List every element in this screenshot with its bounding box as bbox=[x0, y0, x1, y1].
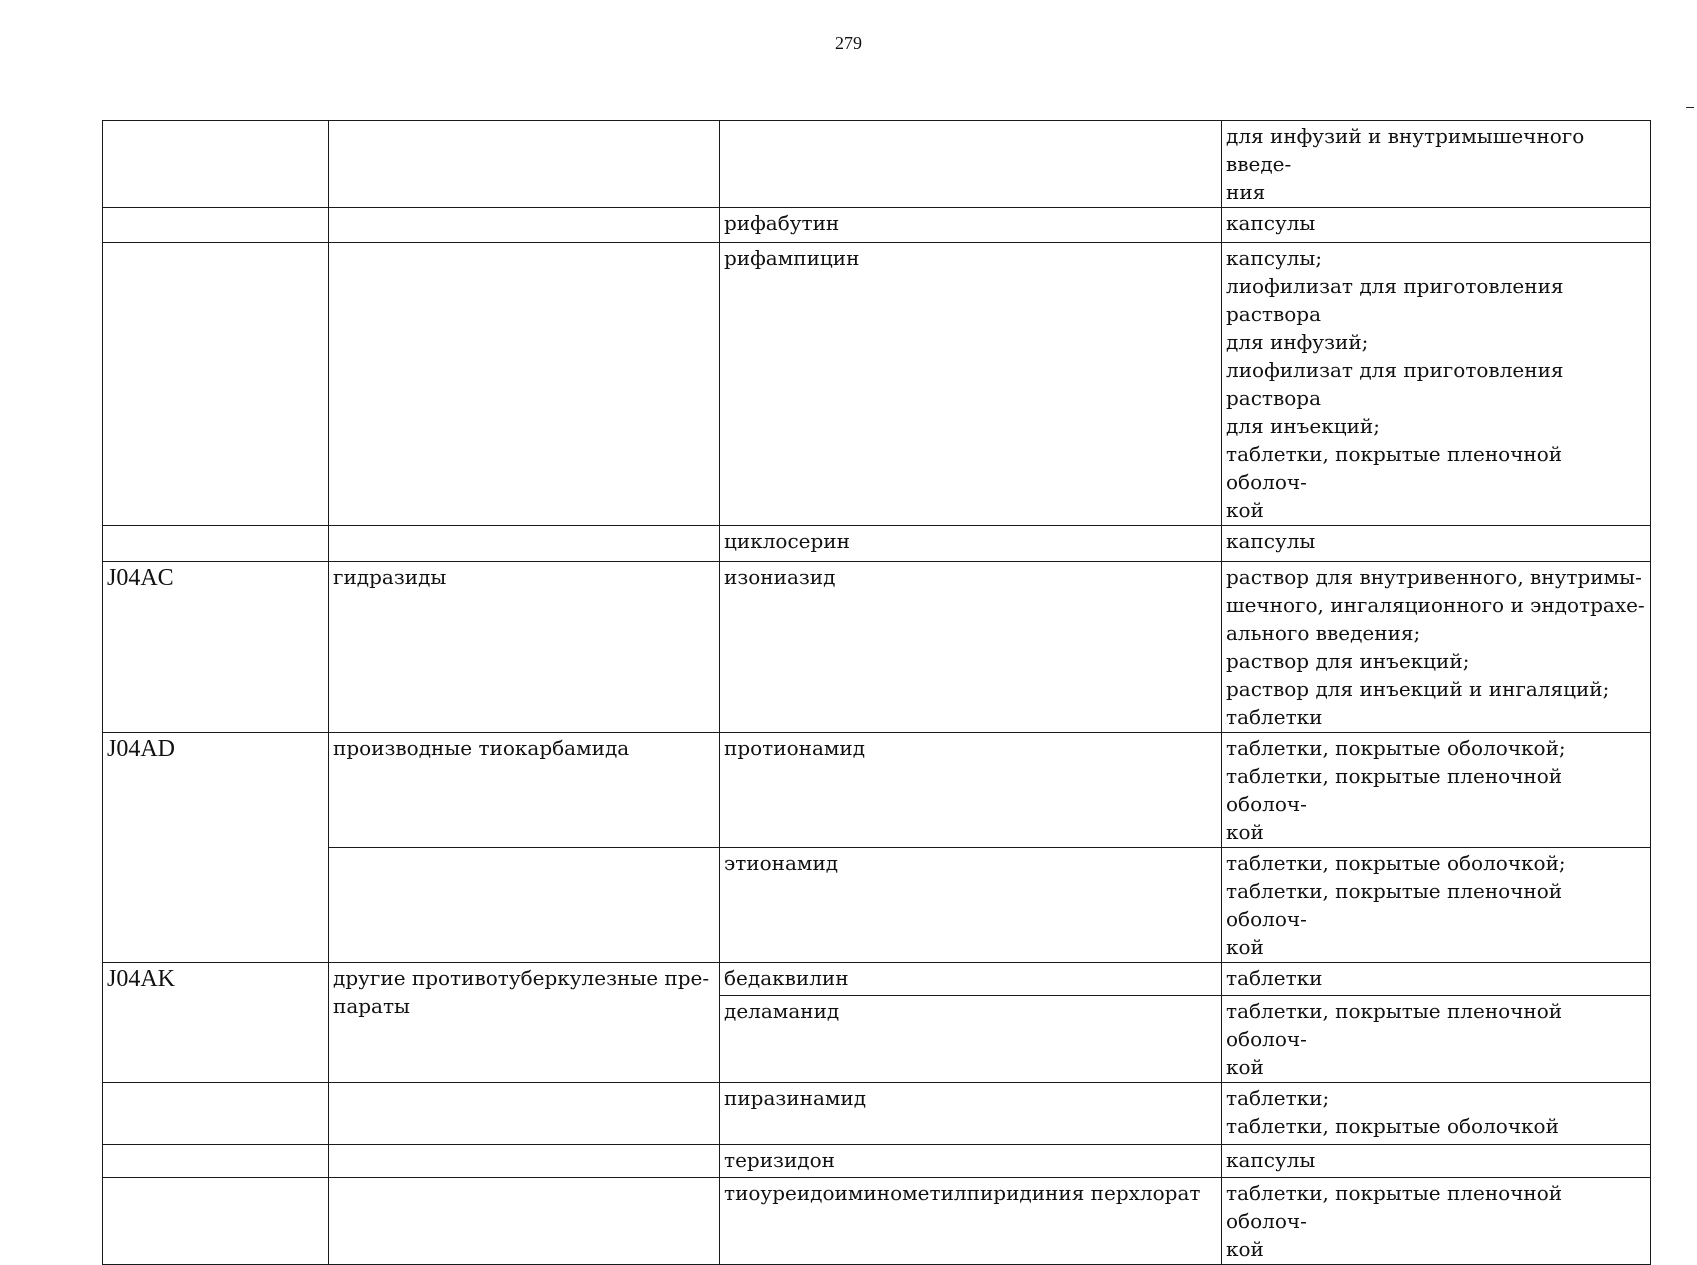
atc-code-cell: J04AK bbox=[103, 963, 329, 1083]
dosage-form-line: раствор для инъекций и ингаляций; bbox=[1226, 677, 1610, 701]
dosage-form-line: таблетки bbox=[1226, 705, 1323, 729]
dosage-form-line: для инфузий и внутримышечного введе- bbox=[1226, 124, 1585, 176]
table-row bbox=[103, 1083, 1651, 1145]
atc-code-cell bbox=[103, 243, 329, 526]
dosage-form-line: ния bbox=[1226, 180, 1266, 204]
dosage-form-line: кой bbox=[1226, 1237, 1264, 1261]
dosage-form-line: для инъекций; bbox=[1226, 414, 1380, 438]
dosage-form-line: капсулы bbox=[1226, 211, 1316, 235]
atc-code-cell bbox=[103, 1083, 329, 1145]
dosage-form-line: кой bbox=[1226, 820, 1264, 844]
drug-cell: протионамид bbox=[720, 733, 1222, 848]
atc-code-cell bbox=[103, 1145, 329, 1178]
drug-cell: бедаквилин bbox=[720, 963, 1222, 996]
dosage-form-line: таблетки bbox=[1226, 966, 1323, 990]
dosage-form-line: кой bbox=[1226, 498, 1264, 522]
dosage-form-line: капсулы bbox=[1226, 1148, 1316, 1172]
group-cell: гидразиды bbox=[329, 562, 720, 733]
atc-code-cell bbox=[103, 121, 329, 208]
dosage-forms-cell bbox=[1222, 963, 1651, 996]
dosage-form-line: для инфузий; bbox=[1226, 330, 1369, 354]
table-row bbox=[103, 208, 1651, 243]
dosage-form-line: таблетки; bbox=[1226, 1086, 1330, 1110]
dosage-form-line: раствор для инъекций; bbox=[1226, 649, 1470, 673]
table-row bbox=[103, 562, 1651, 733]
dosage-form-line: таблетки, покрытые пленочной оболоч- bbox=[1226, 764, 1563, 816]
atc-code-cell bbox=[103, 208, 329, 243]
dosage-form-line: капсулы bbox=[1226, 529, 1316, 553]
drug-cell: циклосерин bbox=[720, 526, 1222, 562]
group-cell: производные тиокарбамида bbox=[329, 733, 720, 848]
group-cell bbox=[329, 1083, 720, 1145]
drug-table bbox=[102, 120, 1651, 1265]
group-cell bbox=[329, 526, 720, 562]
group-cell: другие противотуберкулезные пре- параты bbox=[329, 963, 720, 1083]
dosage-form-line: капсулы; bbox=[1226, 246, 1323, 270]
drug-cell: рифампицин bbox=[720, 243, 1222, 526]
atc-code-cell bbox=[103, 526, 329, 562]
atc-code-cell: J04AD bbox=[103, 733, 329, 963]
dosage-forms-cell bbox=[1222, 996, 1651, 1083]
table-row bbox=[103, 733, 1651, 848]
dosage-form-line: кой bbox=[1226, 1055, 1264, 1079]
table-row bbox=[103, 963, 1651, 996]
dosage-form-line: лиофилизат для приготовления раствора bbox=[1226, 358, 1564, 410]
drug-cell bbox=[720, 121, 1222, 208]
dosage-forms-cell bbox=[1222, 562, 1651, 733]
dosage-forms-cell bbox=[1222, 1178, 1651, 1265]
drug-cell: тиоуреидоиминометилпиридиния перхлорат bbox=[720, 1178, 1222, 1265]
dosage-forms-cell bbox=[1222, 121, 1651, 208]
drug-cell: пиразинамид bbox=[720, 1083, 1222, 1145]
group-cell bbox=[329, 121, 720, 208]
dosage-forms-cell bbox=[1222, 208, 1651, 243]
table-row bbox=[103, 121, 1651, 208]
group-cell bbox=[329, 848, 720, 963]
table-row bbox=[103, 526, 1651, 562]
dosage-form-line: шечного, ингаляционного и эндотрахе- bbox=[1226, 593, 1645, 617]
dosage-forms-cell bbox=[1222, 1145, 1651, 1178]
dosage-forms-cell bbox=[1222, 1083, 1651, 1145]
scan-mark bbox=[1686, 107, 1694, 108]
dosage-forms-cell bbox=[1222, 243, 1651, 526]
dosage-form-line: таблетки, покрытые пленочной оболоч- bbox=[1226, 442, 1563, 494]
dosage-form-line: таблетки, покрытые пленочной оболоч- bbox=[1226, 1181, 1563, 1233]
page-number: 279 bbox=[835, 33, 862, 53]
dosage-form-line: кой bbox=[1226, 935, 1264, 959]
drug-cell: рифабутин bbox=[720, 208, 1222, 243]
table-row bbox=[103, 1178, 1651, 1265]
dosage-forms-cell bbox=[1222, 526, 1651, 562]
dosage-form-line: таблетки, покрытые оболочкой; bbox=[1226, 851, 1566, 875]
drug-cell: теризидон bbox=[720, 1145, 1222, 1178]
dosage-form-line: лиофилизат для приготовления раствора bbox=[1226, 274, 1564, 326]
drug-cell: деламанид bbox=[720, 996, 1222, 1083]
table-row bbox=[103, 848, 1651, 963]
atc-code-cell: J04AC bbox=[103, 562, 329, 733]
group-cell bbox=[329, 243, 720, 526]
dosage-form-line: таблетки, покрытые оболочкой; bbox=[1226, 736, 1566, 760]
group-cell bbox=[329, 1145, 720, 1178]
table-row bbox=[103, 243, 1651, 526]
dosage-form-line: таблетки, покрытые пленочной оболоч- bbox=[1226, 999, 1563, 1051]
table-row bbox=[103, 1145, 1651, 1178]
dosage-forms-cell bbox=[1222, 848, 1651, 963]
dosage-form-line: ального введения; bbox=[1226, 621, 1421, 645]
dosage-form-line: таблетки, покрытые пленочной оболоч- bbox=[1226, 879, 1563, 931]
drug-cell: этионамид bbox=[720, 848, 1222, 963]
drug-cell: изониазид bbox=[720, 562, 1222, 733]
atc-code-cell bbox=[103, 1178, 329, 1265]
dosage-forms-cell bbox=[1222, 733, 1651, 848]
dosage-form-line: таблетки, покрытые оболочкой bbox=[1226, 1114, 1559, 1138]
group-cell bbox=[329, 208, 720, 243]
group-cell bbox=[329, 1178, 720, 1265]
dosage-form-line: раствор для внутривенного, внутримы- bbox=[1226, 565, 1642, 589]
